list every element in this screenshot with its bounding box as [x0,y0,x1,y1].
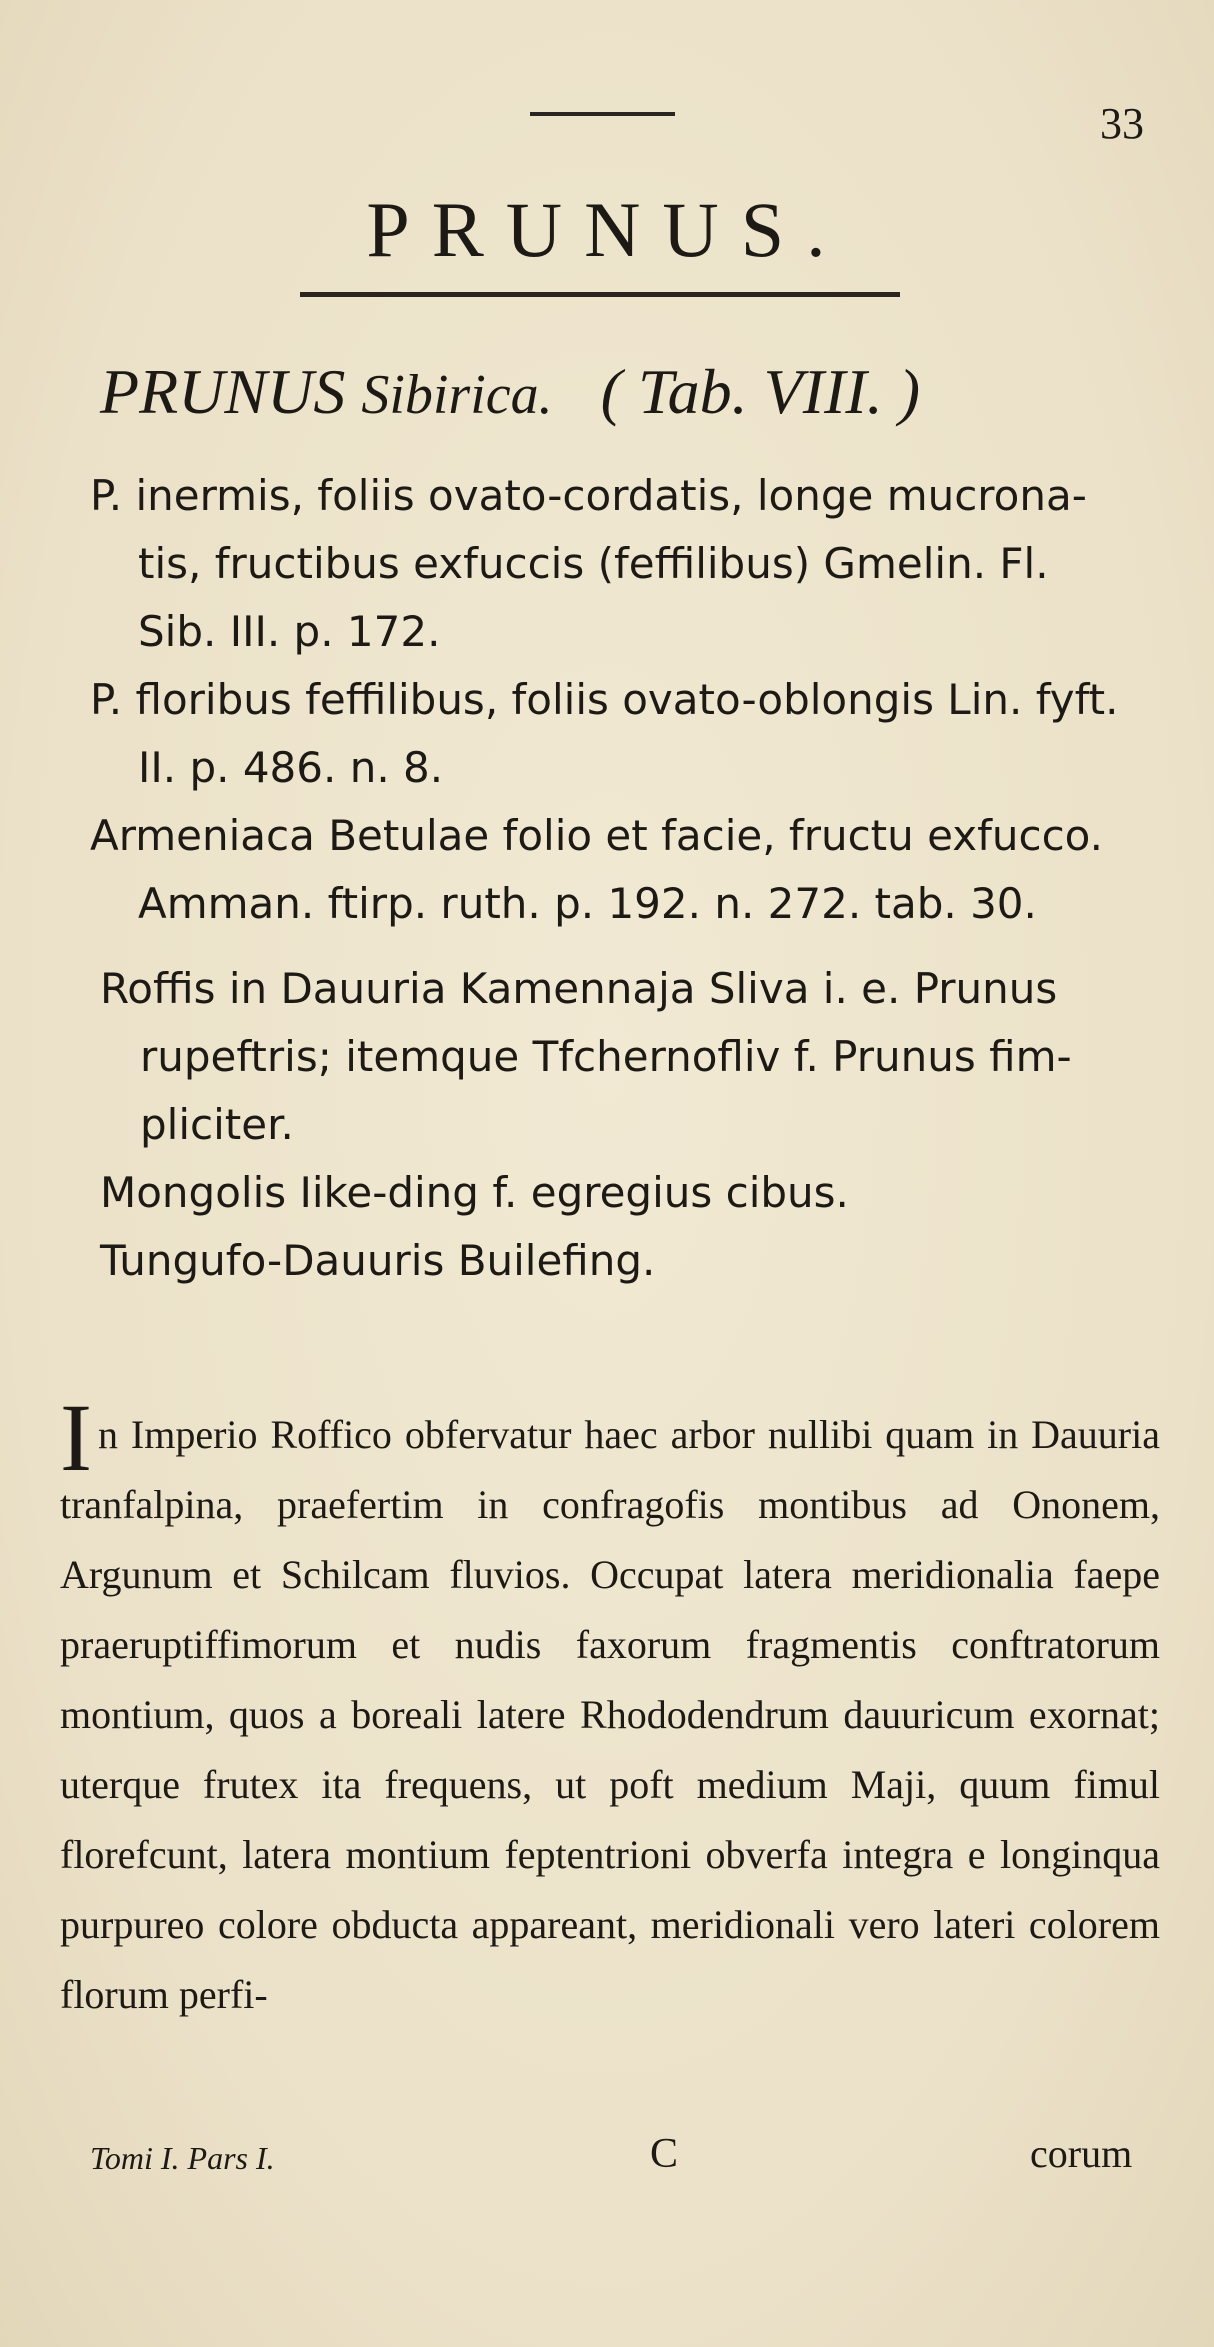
vernacular-line: Mongolis Iike-ding f. egregius cibus. [100,1168,849,1217]
synonym-line: P. floribus feffilibus, foliis ovato-oblongis Lin. fyft. [90,675,1119,724]
vernacular-russian [90,955,1180,1159]
synonym-line: II. p. 486. n. 8. [138,743,444,792]
vernacular-tungus [90,1227,1180,1295]
species-heading [100,355,920,429]
catchword: corum [1030,2131,1133,2176]
top-rule [530,112,675,116]
vernacular-mongol [90,1159,1180,1227]
body-paragraph [60,1384,1160,2030]
synonym-line: tis, fructibus exfuccis (feffilibus) Gmelin. Fl. [138,539,1049,588]
synonym-1 [90,462,1180,666]
vernacular-line: Roffis in Dauuria Kamennaja Sliva i. e. Prunus [100,964,1058,1013]
synonym-line: Sib. III. p. 172. [138,607,441,656]
signature-mark: C [650,2131,679,2177]
vernacular-line: pliciter. [140,1100,294,1149]
synonym-line: Armeniaca Betulae folio et facie, fructu exfucco. [90,811,1103,860]
vernacular-line: rupeftris; itemque Tfchernofliv f. Prunus fim- [140,1032,1072,1081]
drop-cap: I [60,1384,92,1491]
signature: Tomi I. Pars I. [90,2140,275,2176]
title-rule [300,292,900,297]
genus-name: PRUNUS [100,356,346,427]
page-number: 33 [1100,99,1144,148]
synonym-line: P. inermis, foliis ovato-cordatis, longe mucrona- [90,471,1087,520]
synonym-2 [90,666,1180,802]
vernacular-line: Tungufo-Dauuris Builefing. [100,1236,656,1285]
plate-reference: ( Tab. VIII. ) [600,356,921,427]
section-title: PRUNUS. [366,186,848,273]
synonym-line: Amman. ftirp. ruth. p. 192. n. 272. tab. 30. [138,879,1037,928]
body-text: n Imperio Roffico obfervatur haec arbor nullibi quam in Dauuria tranfalpina, praefertim in confragofis montibus ad Ononem, Argunum et Schilcam fluvios. Occupat latera meridionalia faepe praeruptiffimorum et nudis faxorum fragmentis conftratorum montium, quos a boreali latere Rhododendrum dauuricum exornat; uterque frutex ita frequens, ut poft medium Maji, quum fimul florefcunt, latera montium feptentrioni obverfa integra e longinqua purpureo colore obducta appareant, meridionali vero lateri colorem florum perfi- [60,1412,1160,2017]
species-name: Sibirica. [361,364,553,426]
synonym-3 [90,802,1180,938]
